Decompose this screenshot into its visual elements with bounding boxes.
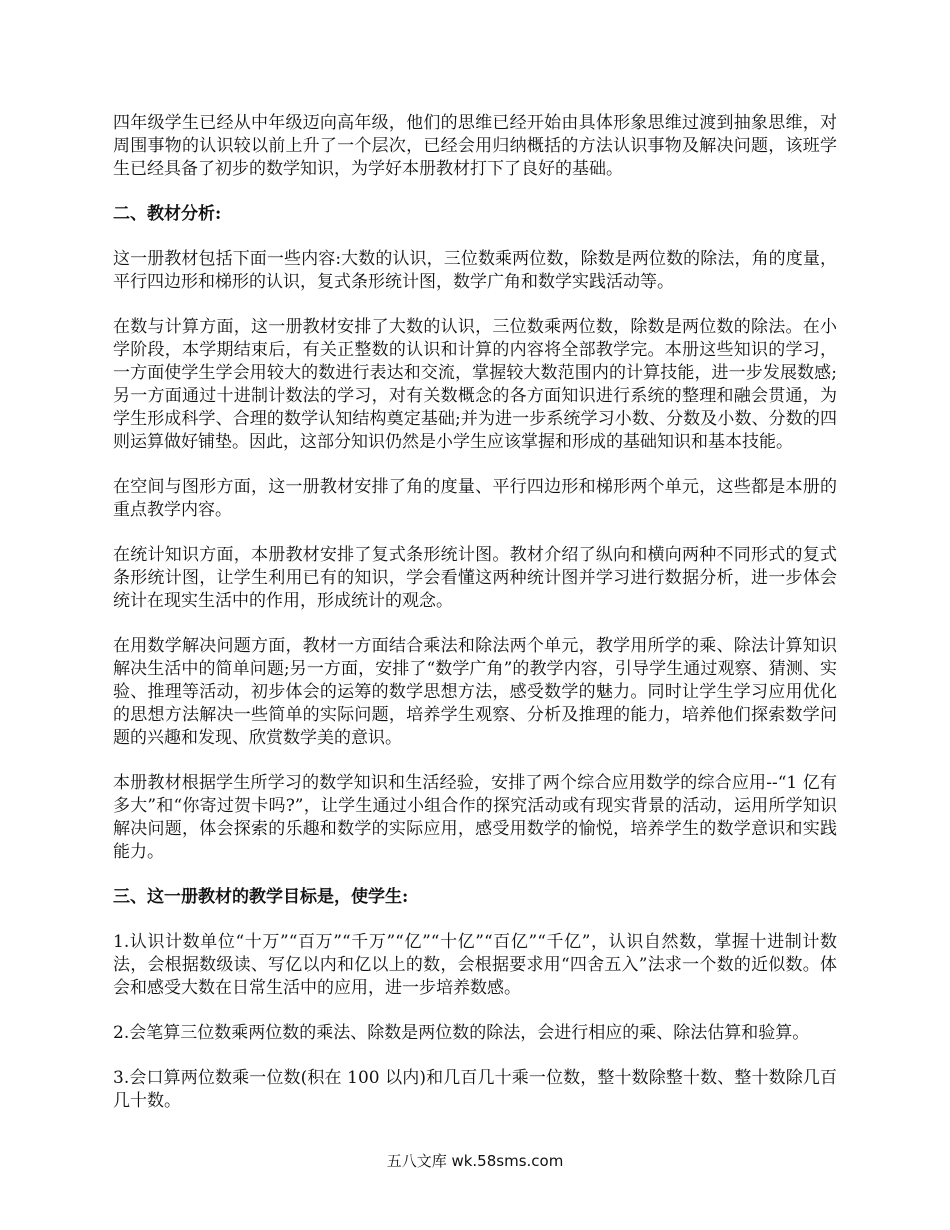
section-2-paragraph-5: 在用数学解决问题方面，教材一方面结合乘法和除法两个单元，教学用所学的乘、除法计算知识解决生活中的简单问题;另一方面，安排了“数学广角”的教学内容，引导学生通过观察、猜测、实验、推理等活动，初步体会的运筹的数学思想方法，感受数学的魅力。同时让学生学习应用优化的思想方法解决一些简单的实际问题，培养学生观察、分析及推理的能力，培养他们探索数学问题的兴趣和发现、欣赏数学美的意识。 [113,636,837,748]
goal-item-2: 2.会笔算三位数乘两位数的乘法、除数是两位数的除法，会进行相应的乘、除法估算和验算。 [113,1023,810,1043]
intro-paragraph: 四年级学生已经从中年级迈向高年级，他们的思维已经开始由具体形象思维过渡到抽象思维，对周围事物的认识较以前上升了一个层次，已经会用归纳概括的方法认识事物及解决问题，该班学生已经具备了初步的数学知识，为学好本册教材打下了良好的基础。 [113,113,837,179]
section-2-paragraph-1: 这一册教材包括下面一些内容:大数的认识，三位数乘两位数，除数是两位数的除法，角的度量，平行四边形和梯形的认识，复式条形统计图，数学广角和数学实践活动等。 [113,249,837,292]
section-2-paragraph-6: 本册教材根据学生所学习的数学知识和生活经验，安排了两个综合应用数学的综合应用--“1 亿有多大”和“你寄过贺卡吗?”，让学生通过小组合作的探究活动或有现实背景的活动，运用所学知识解决问题，体会探索的乐趣和数学的实际应用，感受用数学的愉悦，培养学生的数学意识和实践能力。 [113,773,837,862]
section-2-paragraph-3: 在空间与图形方面，这一册教材安排了角的度量、平行四边形和梯形两个单元，这些都是本册的重点教学内容。 [113,477,837,520]
footer-watermark: 五八文库 wk.58sms.com [386,1152,564,1170]
goal-item-3: 3.会口算两位数乘一位数(积在 100 以内)和几百几十乘一位数，整十数除整十数、整十数除几百几十数。 [113,1068,837,1111]
goal-item-1: 1.认识计数单位“十万”“百万”“千万”“亿”“十亿”“百亿”“千亿”，认识自然数，掌握十进制计数法，会根据数级读、写亿以内和亿以上的数，会根据要求用“四舍五入”法求一个数的近似数。体会和感受大数在日常生活中的应用，进一步培养数感。 [113,932,837,998]
section-2-paragraph-4: 在统计知识方面，本册教材安排了复式条形统计图。教材介绍了纵向和横向两种不同形式的复式条形统计图，让学生利用已有的知识，学会看懂这两种统计图并学习进行数据分析，进一步体会统计在现实生活中的作用，形成统计的观念。 [113,545,837,611]
section-2-heading: 二、教材分析: [113,204,222,224]
section-2-paragraph-2: 在数与计算方面，这一册教材安排了大数的认识，三位数乘两位数，除数是两位数的除法。在小学阶段，本学期结束后，有关正整数的认识和计算的内容将全部教学完。本册这些知识的学习，一方面使学生学会用较大的数进行表达和交流，掌握较大数范围内的计算技能，进一步发展数感;另一方面通过十进制计数法的学习，对有关数概念的各方面知识进行系统的整理和融会贯通，为学生形成科学、合理的数学认知结构奠定基础;并为进一步系统学习小数、分数及小数、分数的四则运算做好铺垫。因此，这部分知识仍然是小学生应该掌握和形成的基础知识和基本技能。 [113,317,837,452]
section-3-heading: 三、这一册教材的教学目标是，使学生: [113,887,409,907]
